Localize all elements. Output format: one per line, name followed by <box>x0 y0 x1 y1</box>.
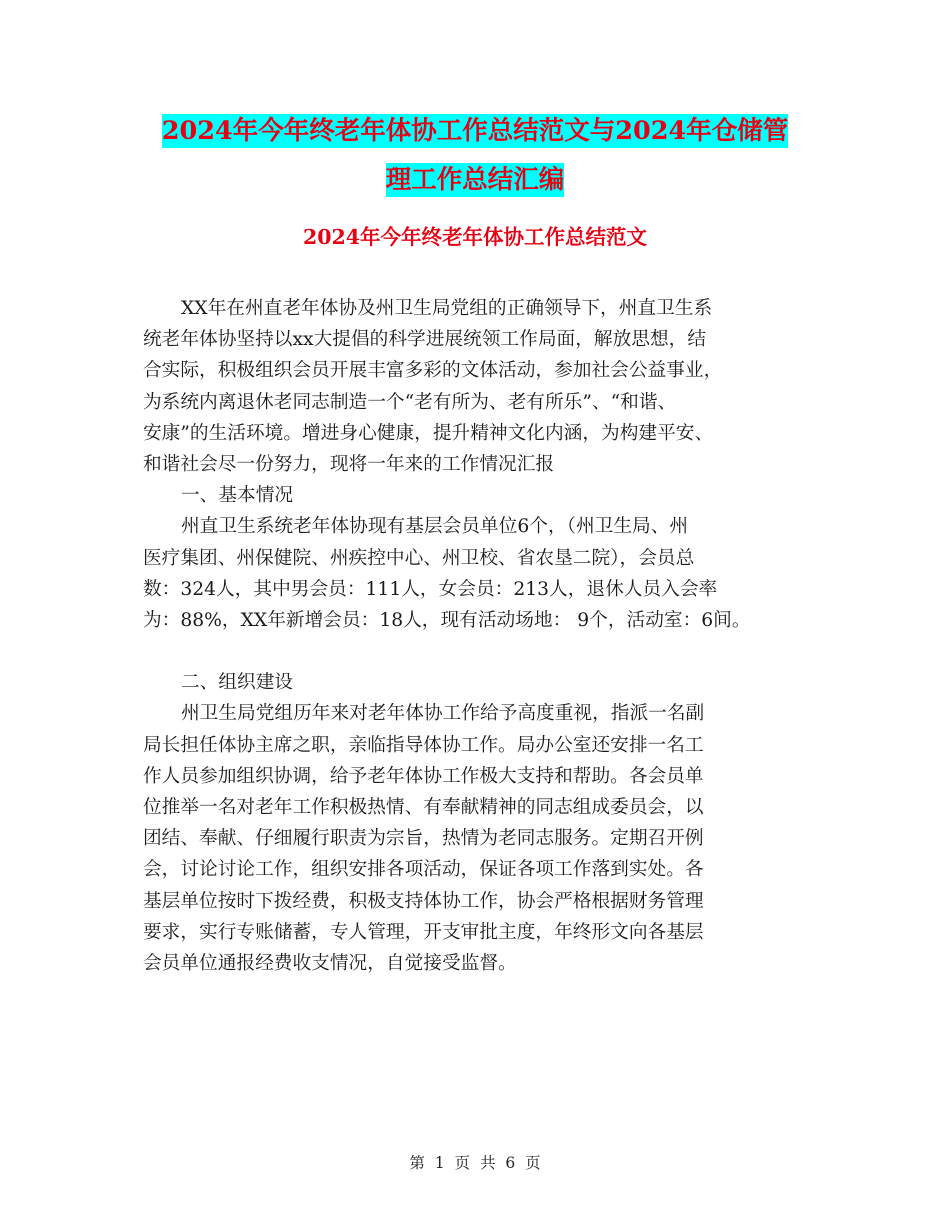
body-line: 州卫生局党组历年来对老年体协工作给予高度重视，指派一名副 <box>181 703 705 725</box>
body-line: 合实际，积极组织会员开展丰富多彩的文体活动，参加社会公益事业， <box>143 360 723 382</box>
body-line: 位推举一名对老年工作积极热情、有奉献精神的同志组成委员会，以 <box>143 797 704 819</box>
body-line: 基层单位按时下拨经费，积极支持体协工作，协会严格根据财务管理 <box>143 890 704 912</box>
body-line: 数：324人，其中男会员：111人，女会员：213人，退休人员入会率 <box>143 578 718 600</box>
section-title: 2024年今年终老年体协工作总结范文 <box>302 225 648 249</box>
body-line: 州直卫生系统老年体协现有基层会员单位6个，（州卫生局、州 <box>181 516 689 538</box>
body-line: XX年在州直老年体协及州卫生局党组的正确领导下，州直卫生系 <box>181 298 713 319</box>
title-line-2: 理工作总结汇编 <box>385 165 565 195</box>
body-line: 局长担任体协主席之职，亲临指导体协工作。局办公室还安排一名工 <box>143 734 704 756</box>
body-line: 医疗集团、州保健院、州疾控中心、州卫校、省农垦二院），会员总 <box>143 547 695 569</box>
body-line: 统老年体协坚持以xx大提倡的科学进展统领工作局面，解放思想，结 <box>143 329 707 351</box>
body-line: 为：88%，XX年新增会员：18人，现有活动场地： 9个，活动室：6间。 <box>143 610 751 632</box>
paragraph-gap <box>143 636 803 667</box>
body-line: 为系统内离退休老同志制造一个“老有所为、老有所乐”、“和谐、 <box>143 391 677 413</box>
body-line: 安康”的生活环境。增进身心健康，提升精神文化内涵，为构建平安、 <box>143 422 714 444</box>
document-body <box>143 293 803 979</box>
body-line: 会，讨论讨论工作，组织安排各项活动，保证各项工作落到实处。各 <box>143 859 704 881</box>
body-line: 作人员参加组织协调，给予老年体协工作极大支持和帮助。各会员单 <box>143 765 704 787</box>
body-line: 要求，实行专账储蓄，专人管理，开支审批主度，年终形文向各基层 <box>143 921 704 943</box>
title-line-1: 2024年今年终老年体协工作总结范文与2024年仓储管 <box>161 116 789 146</box>
document-title <box>0 107 950 205</box>
body-line: 团结、奉献、仔细履行职责为宗旨，热情为老同志服务。定期召开例 <box>143 828 704 850</box>
section-heading-organization: 二、组织建设 <box>181 672 294 694</box>
page-footer: 第 1 页 共 6 页 <box>409 1154 541 1172</box>
body-line: 和谐社会尽一份努力，现将一年来的工作情况汇报 <box>143 454 555 476</box>
body-line: 会员单位通报经费收支情况，自觉接受监督。 <box>143 953 517 975</box>
section-heading-basic: 一、基本情况 <box>181 485 294 507</box>
